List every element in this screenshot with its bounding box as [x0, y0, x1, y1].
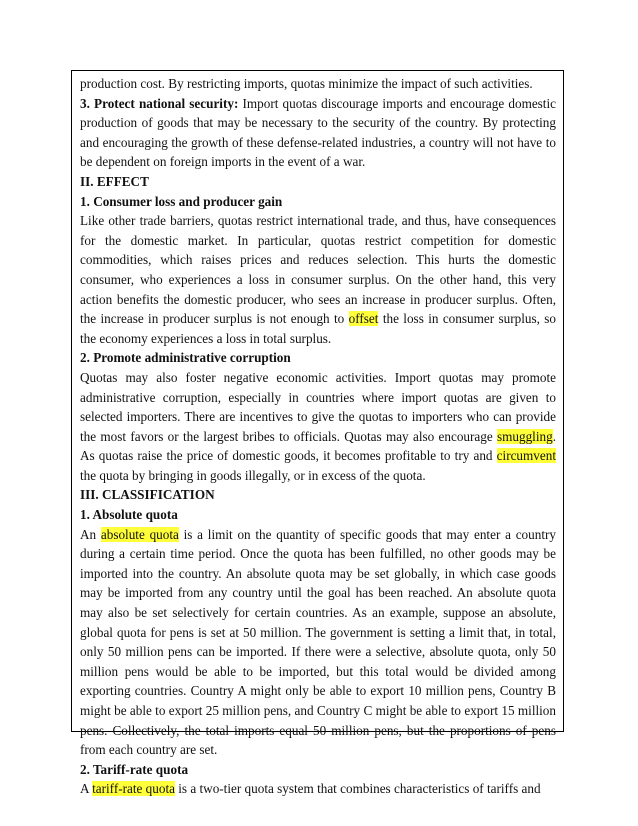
intro-text: production cost. By restricting imports, quotas minimize the impact of such activities. — [80, 76, 533, 91]
class-sub2-text-after: is a two-tier quota system that combines characteristics of tariffs and — [174, 781, 541, 797]
class-sub1-text-before: An — [80, 526, 101, 542]
effect-sub2-text-before: Quotas may also foster negative economic activities. Import quotas may promote administrative corruption, especially in countries where import quotas are given to selected importers. There are incentives to give the quotas to importers who can provide the most favors or the largest bribes to officials. Quotas may also encourage — [80, 369, 556, 444]
class-sub2-paragraph — [80, 779, 556, 799]
class-sub1-heading: 1. Absolute quota — [80, 507, 178, 523]
highlight-circumvent: circumvent — [496, 448, 556, 464]
class-sub1-paragraph — [80, 525, 556, 760]
point3-body: Import quotas discourage imports and encourage domestic production of goods that may be necessary to the security of the country. By protecting and encouraging the growth of these defense-related industries, a country will not have to be dependent on foreign imports in the event of a war. — [80, 95, 556, 170]
class-sub1-text-after: is a limit on the quantity of specific goods that may enter a country during a certain time period. Once the quota has been fulfilled, no other goods may be imported into the country. An absolute quota may be set globally, in which case goods may be imported from any country until the goal has been reached. An absolute quota may also be set selectively for certain countries. As an example, suppose an absolute, global quota for pens is set at 50 million. The government is setting a limit that, in total, only 50 million pens can be imported. If there were a selective, absolute quota, only 50 million pens would be able to be imported, but this total would be divided among exporting countries. Country A might only be able to export 10 million pens, Country B might be able to export 25 million pens, and Country C might be able to export 15 million pens. Collectively, the total imports equal 50 million pens, but the proportions of pens from each country are set. — [80, 526, 556, 758]
point3-paragraph — [80, 94, 556, 172]
effect-sub2-text-mid: . As quotas raise the price of domestic goods, it becomes profitable to try and — [80, 428, 556, 464]
class-sub2-heading: 2. Tariff-rate quota — [80, 761, 189, 777]
effect-sub1-text-before: Like other trade barriers, quotas restrict international trade, and thus, have consequences for the domestic market. In particular, quotas restrict competition for domestic commodities, which raises prices and reduces selection. This hurts the domestic consumer, who experiences a loss in consumer surplus. On the other hand, this very action benefits the domestic producer, who sees an increase in producer surplus. Often, the increase in producer surplus is not enough to — [80, 213, 556, 327]
class-sub2-text-before: A — [80, 781, 93, 797]
effect-sub2-text-after: the quota by bringing in goods illegally, or in excess of the quota. — [80, 467, 426, 483]
effect-sub2-paragraph — [80, 368, 556, 486]
section-classification-title: III. CLASSIFICATION — [80, 487, 215, 503]
highlight-smuggling: smuggling — [497, 428, 553, 444]
section-effect-title: II. EFFECT — [80, 173, 149, 189]
effect-sub1-heading: 1. Consumer loss and producer gain — [80, 193, 283, 209]
point3-heading: 3. Protect national security: — [80, 95, 239, 111]
content-box — [71, 70, 564, 797]
effect-sub1-text-after: the loss in consumer surplus, so the economy experiences a loss in total surplus. — [80, 311, 556, 346]
effect-sub2-heading: 2. Promote administrative corruption — [80, 350, 291, 366]
highlight-tariff-rate-quota: tariff-rate quota — [92, 781, 175, 797]
highlight-offset: offset — [348, 311, 379, 327]
highlight-absolute-quota: absolute quota — [100, 526, 179, 542]
effect-sub1-paragraph — [80, 211, 556, 348]
intro-paragraph — [80, 74, 556, 94]
